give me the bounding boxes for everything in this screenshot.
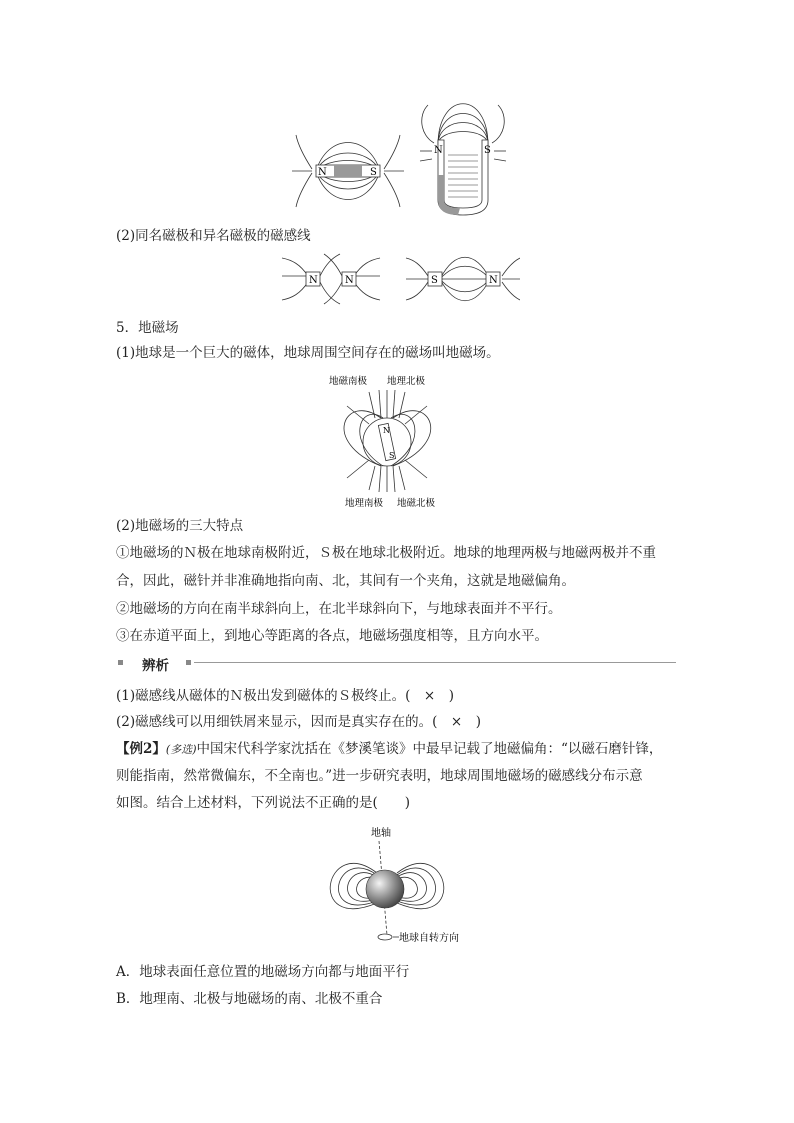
- bar-s-label: S: [370, 167, 377, 178]
- pole-s: S: [431, 275, 438, 286]
- magnet-n: N: [383, 426, 390, 435]
- bar-n-label: N: [318, 167, 327, 178]
- section-4-2-title: (2)同名磁极和异名磁极的磁感线: [116, 228, 311, 244]
- example-tag: 【例2】: [116, 741, 166, 757]
- divider-square-icon: [186, 660, 191, 665]
- section-5-heading: 5．地磁场: [116, 320, 179, 336]
- example-2-line1: [116, 739, 662, 760]
- section-5-p2-title: (2)地磁场的三大特点: [116, 518, 244, 534]
- pole-n-2: N: [345, 275, 354, 286]
- feature-2: ②地磁场的方向在南半球斜向上，在北半球斜向下，与地球表面并不平行。: [116, 601, 562, 617]
- u-s-label: S: [484, 145, 491, 156]
- pole-n-3: N: [489, 275, 498, 286]
- earth-field-figure: [325, 372, 455, 512]
- label-geomag-north: 地磁北极: [397, 498, 436, 509]
- example-note: (多选): [165, 743, 197, 756]
- option-b: B．地理南、北极与地磁场的南、北极不重合: [116, 991, 383, 1007]
- feature-1a: ①地磁场的Ｎ极在地球南极附近，Ｓ极在地球北极附近。地球的地理两极与地磁两极并不重: [116, 545, 656, 561]
- example-2-line2: 则能指南，然常微偏东，不全南也。”进一步研究表明，地球周围地磁场的磁感线分布示意: [116, 768, 643, 784]
- label-rotation: 地球自转方向: [399, 933, 459, 944]
- option-a: A．地球表面任意位置的地磁场方向都与地面平行: [116, 964, 410, 980]
- divider-rule: [194, 662, 676, 663]
- bar-and-u-magnet-figure: [288, 95, 528, 220]
- section-5-p1: (1)地球是一个巨大的磁体，地球周围空间存在的磁场叫地磁场。: [116, 345, 500, 361]
- divider-square-icon: [118, 660, 123, 665]
- analysis-item-1: (1)磁感线从磁体的Ｎ极出发到磁体的Ｓ极终止。( × ): [116, 688, 454, 704]
- example-2-line3: 如图。结合上述材料，下列说法不正确的是( ): [116, 795, 411, 811]
- analysis-item-2: (2)磁感线可以用细铁屑来显示，因而是真实存在的。( × ): [116, 714, 481, 730]
- feature-3: ③在赤道平面上，到地心等距离的各点，地磁场强度相等，且方向水平。: [116, 628, 548, 644]
- u-n-label: N: [434, 145, 443, 156]
- label-geomag-south: 地磁南极: [329, 376, 368, 387]
- analysis-divider: [116, 655, 676, 674]
- earth-axis-figure: [315, 823, 480, 948]
- analysis-label: 辨析: [142, 658, 169, 674]
- label-geo-south: 地理南极: [345, 498, 384, 509]
- pole-n-1: N: [309, 275, 318, 286]
- label-axis: 地轴: [371, 828, 391, 839]
- poles-field-figure: [280, 250, 520, 308]
- example-text-1: 中国宋代科学家沈括在《梦溪笔谈》中最早记载了地磁偏角：“以磁石磨针锋，: [196, 741, 663, 757]
- label-geo-north: 地理北极: [387, 376, 426, 387]
- magnet-s: S: [389, 451, 395, 460]
- feature-1b: 合，因此，磁针并非准确地指向南、北，其间有一个夹角，这就是地磁偏角。: [116, 573, 575, 589]
